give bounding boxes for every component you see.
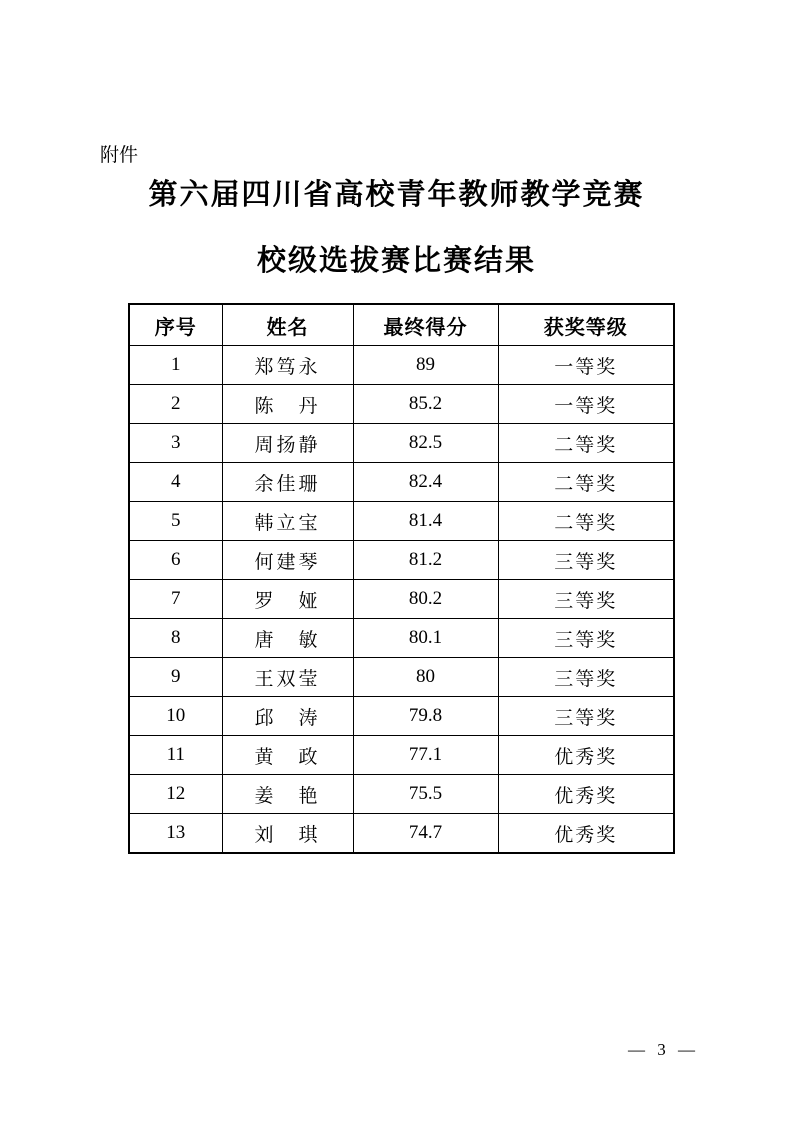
table-row xyxy=(129,814,674,854)
header-cell-award: 获奖等级 xyxy=(498,304,674,346)
cell-name: 罗 娅 xyxy=(222,580,353,619)
cell-award: 优秀奖 xyxy=(498,814,674,854)
table-row xyxy=(129,463,674,502)
cell-award: 一等奖 xyxy=(498,385,674,424)
cell-index: 2 xyxy=(129,385,222,424)
cell-score: 80.2 xyxy=(353,580,498,619)
table-row xyxy=(129,580,674,619)
cell-score: 77.1 xyxy=(353,736,498,775)
header-cell-score: 最终得分 xyxy=(353,304,498,346)
cell-award: 二等奖 xyxy=(498,463,674,502)
cell-award: 优秀奖 xyxy=(498,736,674,775)
cell-index: 8 xyxy=(129,619,222,658)
cell-score: 82.4 xyxy=(353,463,498,502)
document-title-line2: 校级选拔赛比赛结果 xyxy=(256,245,536,277)
results-table xyxy=(128,303,675,854)
cell-index: 10 xyxy=(129,697,222,736)
cell-index: 12 xyxy=(129,775,222,814)
table-row xyxy=(129,346,674,385)
table-row xyxy=(129,541,674,580)
table-row xyxy=(129,385,674,424)
cell-score: 74.7 xyxy=(353,814,498,854)
document-title-line1: 第六届四川省高校青年教师教学竞赛 xyxy=(148,179,645,211)
cell-score: 80.1 xyxy=(353,619,498,658)
cell-index: 13 xyxy=(129,814,222,854)
cell-award: 二等奖 xyxy=(498,502,674,541)
cell-index: 1 xyxy=(129,346,222,385)
cell-award: 一等奖 xyxy=(498,346,674,385)
cell-name: 周扬静 xyxy=(222,424,353,463)
cell-score: 81.4 xyxy=(353,502,498,541)
cell-name: 唐 敏 xyxy=(222,619,353,658)
table-row xyxy=(129,775,674,814)
cell-name: 刘 琪 xyxy=(222,814,353,854)
cell-award: 三等奖 xyxy=(498,658,674,697)
cell-name: 黄 政 xyxy=(222,736,353,775)
cell-score: 89 xyxy=(353,346,498,385)
attachment-label: 附件 xyxy=(100,145,139,166)
table-row xyxy=(129,619,674,658)
cell-index: 4 xyxy=(129,463,222,502)
table-body xyxy=(129,346,674,854)
cell-award: 三等奖 xyxy=(498,619,674,658)
cell-index: 3 xyxy=(129,424,222,463)
table-row xyxy=(129,697,674,736)
cell-score: 82.5 xyxy=(353,424,498,463)
cell-score: 85.2 xyxy=(353,385,498,424)
cell-name: 王双莹 xyxy=(222,658,353,697)
cell-score: 80 xyxy=(353,658,498,697)
cell-name: 郑笃永 xyxy=(222,346,353,385)
cell-name: 何建琴 xyxy=(222,541,353,580)
cell-award: 三等奖 xyxy=(498,541,674,580)
cell-index: 6 xyxy=(129,541,222,580)
cell-name: 陈 丹 xyxy=(222,385,353,424)
cell-award: 优秀奖 xyxy=(498,775,674,814)
cell-index: 11 xyxy=(129,736,222,775)
table-row xyxy=(129,424,674,463)
cell-score: 81.2 xyxy=(353,541,498,580)
table-row xyxy=(129,736,674,775)
page-number: — 3 — xyxy=(628,1040,699,1059)
table-header-row xyxy=(129,304,674,346)
cell-award: 三等奖 xyxy=(498,697,674,736)
cell-name: 邱 涛 xyxy=(222,697,353,736)
cell-award: 三等奖 xyxy=(498,580,674,619)
cell-index: 7 xyxy=(129,580,222,619)
header-cell-index: 序号 xyxy=(129,304,222,346)
header-cell-name: 姓名 xyxy=(222,304,353,346)
cell-score: 79.8 xyxy=(353,697,498,736)
table-row xyxy=(129,502,674,541)
cell-name: 姜 艳 xyxy=(222,775,353,814)
cell-index: 5 xyxy=(129,502,222,541)
table-row xyxy=(129,658,674,697)
cell-score: 75.5 xyxy=(353,775,498,814)
cell-index: 9 xyxy=(129,658,222,697)
cell-name: 韩立宝 xyxy=(222,502,353,541)
cell-award: 二等奖 xyxy=(498,424,674,463)
cell-name: 余佳珊 xyxy=(222,463,353,502)
